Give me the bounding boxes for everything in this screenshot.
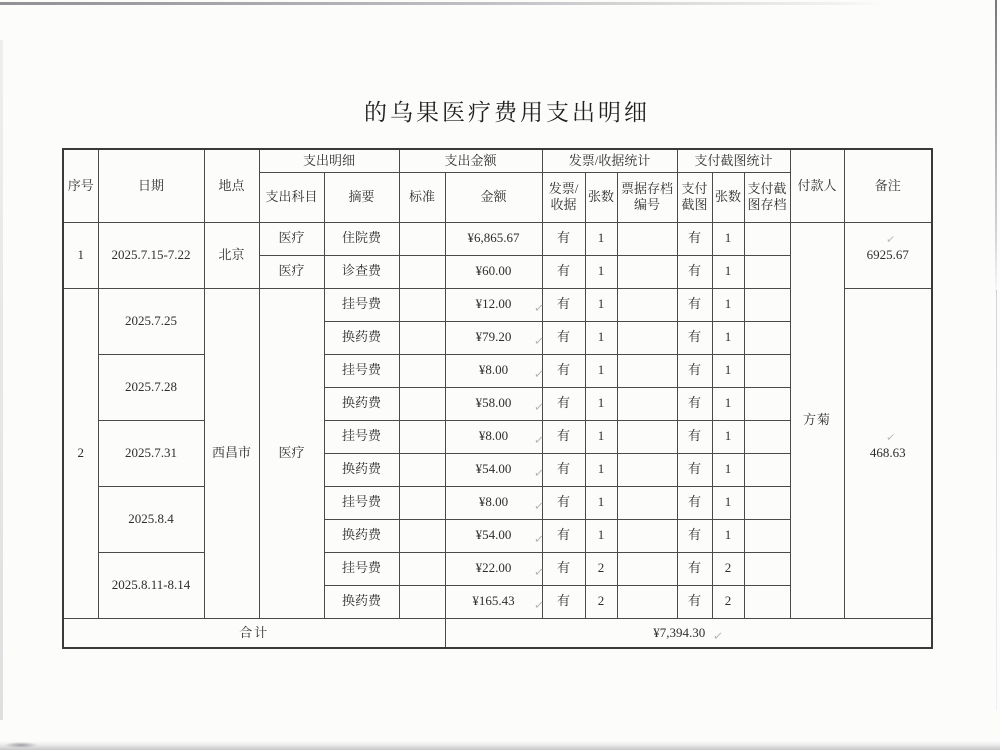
check-icon: ✓ [533,333,546,348]
check-icon: ✓ [533,498,546,513]
standard-cell [399,288,445,321]
invoice-cell: 有 [542,519,585,552]
screenshot-count-cell: 2 [712,585,744,618]
standard-cell [399,486,445,519]
total-amount-value: ¥7,394.30 [653,624,706,640]
screenshot-count-cell: 1 [712,321,744,354]
header-category: 支出科目 [259,172,324,222]
category-cell: 医疗 [259,288,324,618]
screenshot-archive-cell [744,222,790,255]
invoice-archive-cell [617,420,677,453]
item-cell: 换药费 [324,387,399,420]
invoice-archive-cell [617,486,677,519]
screenshot-count-cell: 1 [712,486,744,519]
standard-cell [399,321,445,354]
remark-cell [844,288,932,618]
scan-edge-bottom [0,741,1000,750]
amount-cell: ¥79.20 ✓ [445,321,542,354]
page-title: 的乌果医疗费用支出明细 [364,100,650,125]
scan-corner-bottom-left [4,742,38,748]
invoice-cell: 有 [542,453,585,486]
header-place: 地点 [204,149,259,222]
amount-cell: ¥165.43 ✓ [445,585,542,618]
item-cell: 住院费 [324,222,399,255]
screenshot-archive-cell [744,585,790,618]
amount-cell: ¥54.00 ✓ [445,519,542,552]
check-icon: ✓ [533,465,546,480]
invoice-count-cell: 2 [585,552,617,585]
item-cell: 挂号费 [324,288,399,321]
header-date: 日期 [98,149,204,222]
screenshot-count-cell: 1 [712,255,744,288]
check-icon: ✓ [533,597,546,612]
invoice-count-cell: 1 [585,519,617,552]
invoice-archive-cell [617,519,677,552]
amount-cell: ¥8.00 ✓ [445,420,542,453]
amount-cell: ¥6,865.67 [445,222,542,255]
screenshot-archive-cell [744,453,790,486]
header-invoice-group: 发票/收据统计 [542,149,677,172]
invoice-cell: 有 [542,288,585,321]
screenshot-count-cell: 2 [712,552,744,585]
invoice-cell: 有 [542,486,585,519]
item-cell: 换药费 [324,585,399,618]
total-amount-cell [445,618,932,648]
invoice-archive-cell [617,288,677,321]
invoice-archive-cell [617,222,677,255]
header-payer: 付款人 [790,149,844,222]
standard-cell [399,585,445,618]
invoice-count-cell: 1 [585,486,617,519]
amount-cell: ¥22.00 ✓ [445,552,542,585]
date-cell: 2025.8.4 [98,486,204,552]
header-amount: 金额 [445,172,542,222]
screenshot-archive-cell [744,519,790,552]
invoice-count-cell: 1 [585,288,617,321]
scan-edge-right [995,0,997,300]
check-icon: ✓ [533,564,546,579]
screenshot-count-cell: 1 [712,288,744,321]
screenshot-archive-cell [744,255,790,288]
screenshot-count-cell: 1 [712,354,744,387]
item-cell: 换药费 [324,321,399,354]
invoice-count-cell: 1 [585,222,617,255]
invoice-count-cell: 1 [585,354,617,387]
scan-edge-top [0,2,885,5]
invoice-count-cell: 1 [585,255,617,288]
total-row [63,618,932,648]
invoice-count-cell: 1 [585,453,617,486]
screenshot-cell: 有 [677,453,712,486]
item-cell: 换药费 [324,453,399,486]
header-seq: 序号 [63,149,98,222]
table-row [63,222,932,255]
invoice-archive-cell [617,453,677,486]
place-cell: 西昌市 [204,288,259,618]
header-amount-group: 支出金额 [399,149,542,172]
item-cell: 诊查费 [324,255,399,288]
invoice-cell: 有 [542,420,585,453]
payer-cell: 方菊 [790,222,844,618]
item-cell: 挂号费 [324,420,399,453]
screenshot-cell: 有 [677,486,712,519]
check-icon: ✓ [885,430,897,445]
date-cell: 2025.7.15-7.22 [98,222,204,288]
screenshot-count-cell: 1 [712,387,744,420]
seq-cell: 2 [63,288,98,618]
invoice-cell: 有 [542,354,585,387]
header-remark: 备注 [844,149,932,222]
invoice-count-cell: 1 [585,387,617,420]
screenshot-count-cell: 1 [712,222,744,255]
standard-cell [399,420,445,453]
screenshot-cell: 有 [677,354,712,387]
screenshot-cell: 有 [677,585,712,618]
category-cell: 医疗 [259,255,324,288]
invoice-count-cell: 1 [585,321,617,354]
screenshot-archive-cell [744,420,790,453]
standard-cell [399,354,445,387]
date-cell: 2025.7.25 [98,288,204,354]
standard-cell [399,453,445,486]
standard-cell [399,255,445,288]
check-icon: ✓ [884,232,896,247]
invoice-cell: 有 [542,255,585,288]
screenshot-archive-cell [744,552,790,585]
standard-cell [399,222,445,255]
place-cell: 北京 [204,222,259,288]
check-icon: ✓ [533,366,546,381]
check-icon: ✓ [533,399,546,414]
amount-cell: ¥54.00 ✓ [445,453,542,486]
remark-value: 468.63 [869,444,906,460]
screenshot-archive-cell [744,321,790,354]
invoice-count-cell: 1 [585,420,617,453]
item-cell: 挂号费 [324,552,399,585]
date-cell: 2025.8.11-8.14 [98,552,204,618]
screenshot-cell: 有 [677,255,712,288]
screenshot-cell: 有 [677,552,712,585]
date-cell: 2025.7.28 [98,354,204,420]
amount-cell: ¥12.00 ✓ [445,288,542,321]
header-invoice-archive: 票据存档编号 [617,172,677,222]
header-standard: 标准 [399,172,445,222]
screenshot-cell: 有 [677,222,712,255]
scan-edge-left [0,40,3,720]
invoice-cell: 有 [542,585,585,618]
screenshot-cell: 有 [677,387,712,420]
header-screenshot-count: 张数 [712,172,744,222]
amount-cell: ¥58.00 ✓ [445,387,542,420]
standard-cell [399,387,445,420]
invoice-cell: 有 [542,387,585,420]
date-cell: 2025.7.31 [98,420,204,486]
screenshot-cell: 有 [677,519,712,552]
header-invoice-count: 张数 [585,172,617,222]
invoice-archive-cell [617,585,677,618]
invoice-archive-cell [617,255,677,288]
screenshot-archive-cell [744,354,790,387]
invoice-archive-cell [617,354,677,387]
invoice-archive-cell [617,387,677,420]
screenshot-count-cell: 1 [712,453,744,486]
check-icon: ✓ [533,432,546,447]
header-detail-group: 支出明细 [259,149,399,172]
screenshot-cell: 有 [677,420,712,453]
header-screenshot-archive: 支付截图存档 [744,172,790,222]
expense-table [62,148,933,649]
remark-value: 6925.67 [866,246,909,262]
amount-cell: ¥60.00 [445,255,542,288]
invoice-cell: 有 [542,321,585,354]
invoice-archive-cell [617,552,677,585]
screenshot-archive-cell [744,486,790,519]
screenshot-archive-cell [744,387,790,420]
check-icon: ✓ [533,531,546,546]
screenshot-cell: 有 [677,321,712,354]
screenshot-count-cell: 1 [712,420,744,453]
amount-cell: ¥8.00 ✓ [445,486,542,519]
check-icon: ✓ [712,628,725,644]
invoice-cell: 有 [542,222,585,255]
item-cell: 挂号费 [324,354,399,387]
seq-cell: 1 [63,222,98,288]
remark-cell [844,222,932,288]
scan-edge-right-lower [996,290,997,710]
standard-cell [399,552,445,585]
header-screenshot-group: 支付截图统计 [677,149,790,172]
screenshot-archive-cell [744,288,790,321]
header-summary: 摘要 [324,172,399,222]
screenshot-cell: 有 [677,288,712,321]
screenshot-count-cell: 1 [712,519,744,552]
total-label-cell: 合计 [63,618,445,648]
standard-cell [399,519,445,552]
header-invoice: 发票/收据 [542,172,585,222]
header-screenshot: 支付截图 [677,172,712,222]
check-icon: ✓ [533,300,546,315]
item-cell: 挂号费 [324,486,399,519]
category-cell: 医疗 [259,222,324,255]
invoice-count-cell: 2 [585,585,617,618]
item-cell: 换药费 [324,519,399,552]
amount-cell: ¥8.00 ✓ [445,354,542,387]
invoice-archive-cell [617,321,677,354]
invoice-cell: 有 [542,552,585,585]
